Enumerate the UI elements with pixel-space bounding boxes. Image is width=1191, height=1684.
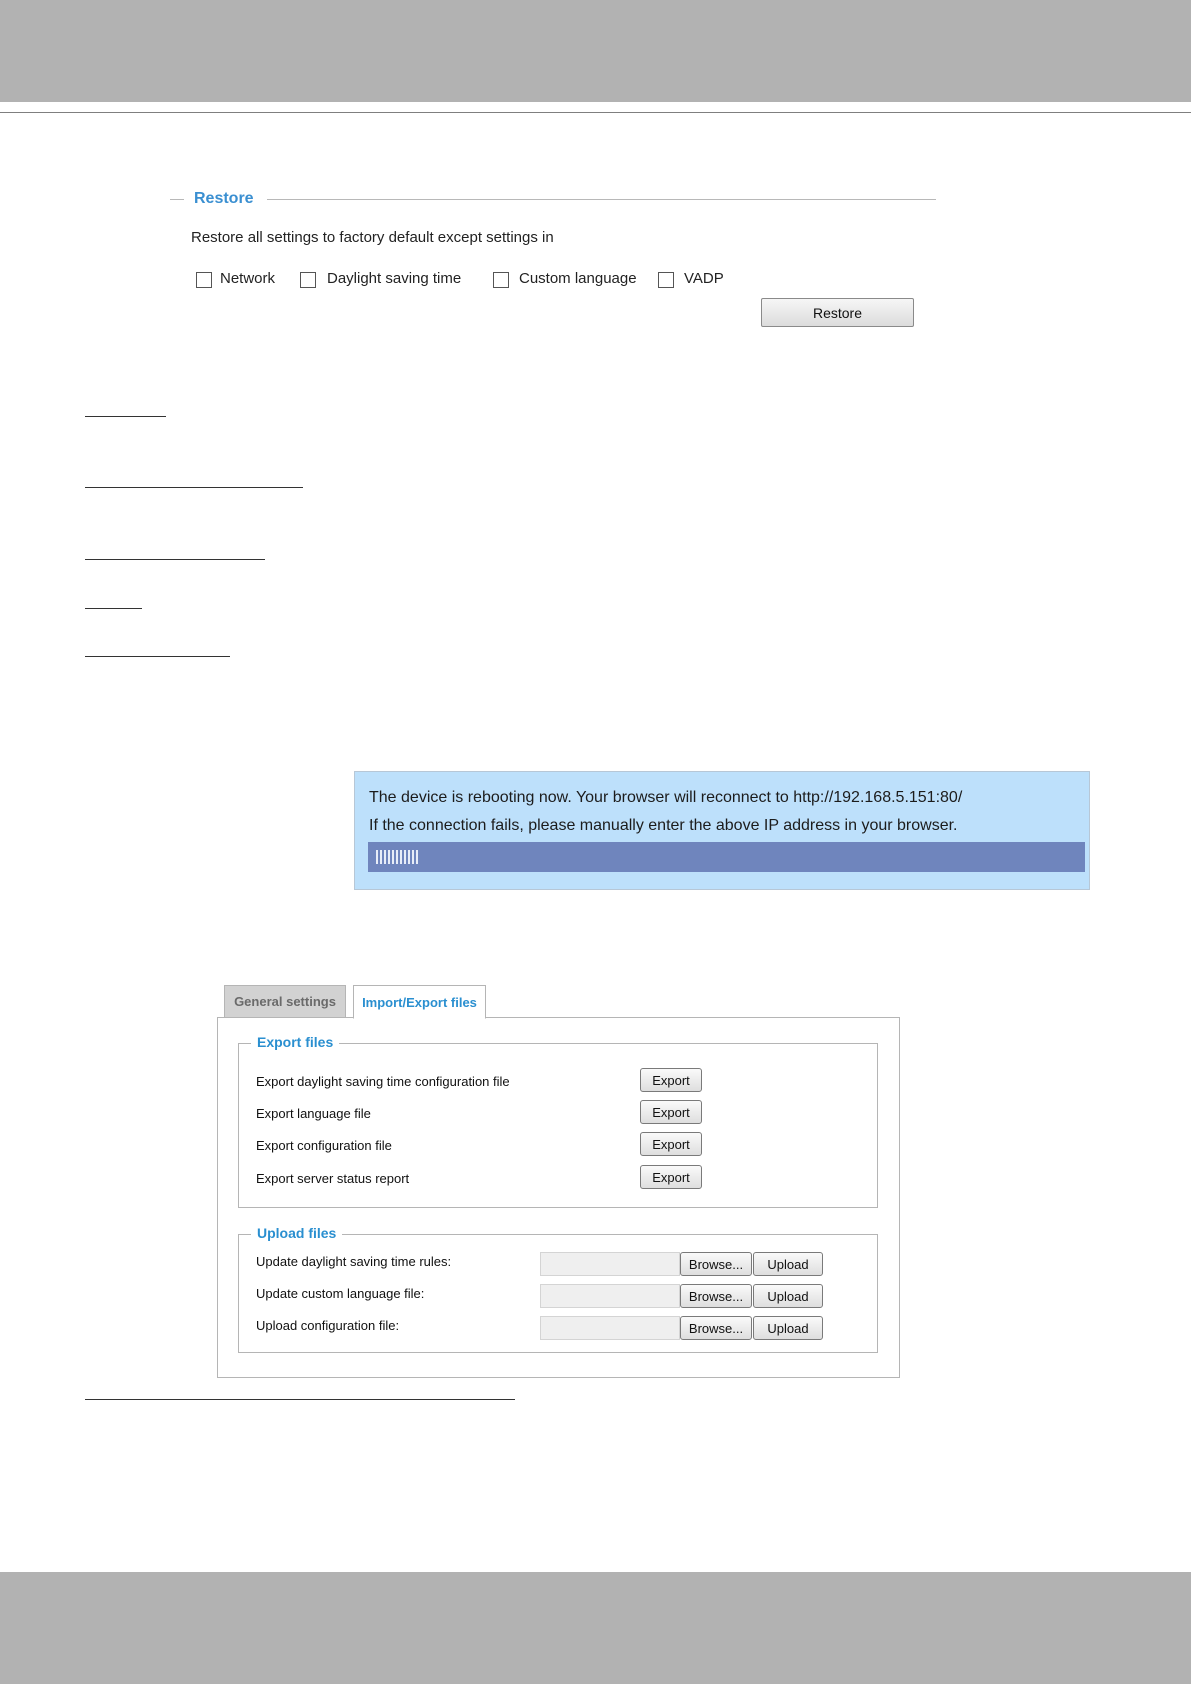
custom-language-browse-button[interactable]: Browse...: [680, 1284, 752, 1308]
custom-language-upload-button[interactable]: Upload: [753, 1284, 823, 1308]
custom-language-file-field[interactable]: [540, 1284, 680, 1308]
upload-files-title: Upload files: [251, 1225, 342, 1241]
restore-description: Restore all settings to factory default except settings in: [191, 229, 554, 246]
checkbox-network-label: Network: [220, 270, 276, 287]
checkbox-custom-language[interactable]: [493, 272, 509, 288]
underline-4: [85, 608, 142, 609]
restore-title: Restore: [194, 190, 254, 207]
export-row-label: Export configuration file: [256, 1138, 392, 1153]
configuration-browse-button[interactable]: Browse...: [680, 1316, 752, 1340]
export-files-title: Export files: [251, 1034, 339, 1050]
export-configuration-button[interactable]: Export: [640, 1132, 702, 1156]
upload-row-label: Upload configuration file:: [256, 1318, 400, 1333]
underline-5: [85, 656, 230, 657]
progress-tick: [400, 850, 402, 864]
dst-rules-upload-button[interactable]: Upload: [753, 1252, 823, 1276]
page-header-band: [0, 0, 1191, 102]
upload-files-fieldset: [238, 1225, 878, 1353]
tab-import-export-files[interactable]: Import/Export files: [353, 985, 486, 1019]
dst-rules-browse-button[interactable]: Browse...: [680, 1252, 752, 1276]
progress-tick: [416, 850, 418, 864]
export-status-report-button[interactable]: Export: [640, 1165, 702, 1189]
legend-rule: [267, 199, 936, 200]
dst-rules-file-field[interactable]: [540, 1252, 680, 1276]
restore-button[interactable]: Restore: [761, 298, 914, 327]
checkbox-vadp[interactable]: [658, 272, 674, 288]
header-divider: [0, 112, 1191, 113]
import-export-panel: [217, 1017, 900, 1378]
progress-tick: [388, 850, 390, 864]
checkbox-daylight-saving-time[interactable]: [300, 272, 316, 288]
export-language-button[interactable]: Export: [640, 1100, 702, 1124]
progress-tick: [380, 850, 382, 864]
progress-tick: [408, 850, 410, 864]
export-row-label: Export server status report: [256, 1171, 410, 1186]
reboot-message-line1: The device is rebooting now. Your browser will reconnect to http://192.168.5.151:80/: [369, 789, 963, 806]
progress-tick: [404, 850, 406, 864]
reboot-message-panel: [354, 771, 1090, 890]
progress-tick: [392, 850, 394, 864]
restore-section: [170, 188, 936, 338]
configuration-upload-button[interactable]: Upload: [753, 1316, 823, 1340]
underline-6: [85, 1399, 515, 1400]
progress-tick: [412, 850, 414, 864]
underline-3: [85, 559, 265, 560]
tab-general-settings[interactable]: General settings: [224, 985, 346, 1018]
checkbox-network[interactable]: [196, 272, 212, 288]
checkbox-vadp-label: VADP: [684, 270, 724, 287]
export-row-label: Export daylight saving time configuration file: [256, 1074, 510, 1089]
legend-dash: [170, 199, 184, 200]
progress-tick: [376, 850, 378, 864]
reboot-progress-bar: [368, 842, 1085, 872]
progress-tick: [396, 850, 398, 864]
underline-1: [85, 416, 166, 417]
export-row-label: Export language file: [256, 1106, 371, 1121]
reboot-message-line2: If the connection fails, please manually enter the above IP address in your browser.: [369, 817, 958, 834]
reboot-progress-ticks: [376, 850, 418, 864]
underline-2: [85, 487, 303, 488]
upload-row-label: Update custom language file:: [256, 1286, 425, 1301]
checkbox-daylight-saving-time-label: Daylight saving time: [327, 270, 462, 287]
checkbox-custom-language-label: Custom language: [519, 270, 637, 287]
export-dst-button[interactable]: Export: [640, 1068, 702, 1092]
page-footer-band: [0, 1572, 1191, 1684]
upload-row-label: Update daylight saving time rules:: [256, 1254, 452, 1269]
progress-tick: [384, 850, 386, 864]
export-files-fieldset: [238, 1034, 878, 1208]
configuration-file-field[interactable]: [540, 1316, 680, 1340]
